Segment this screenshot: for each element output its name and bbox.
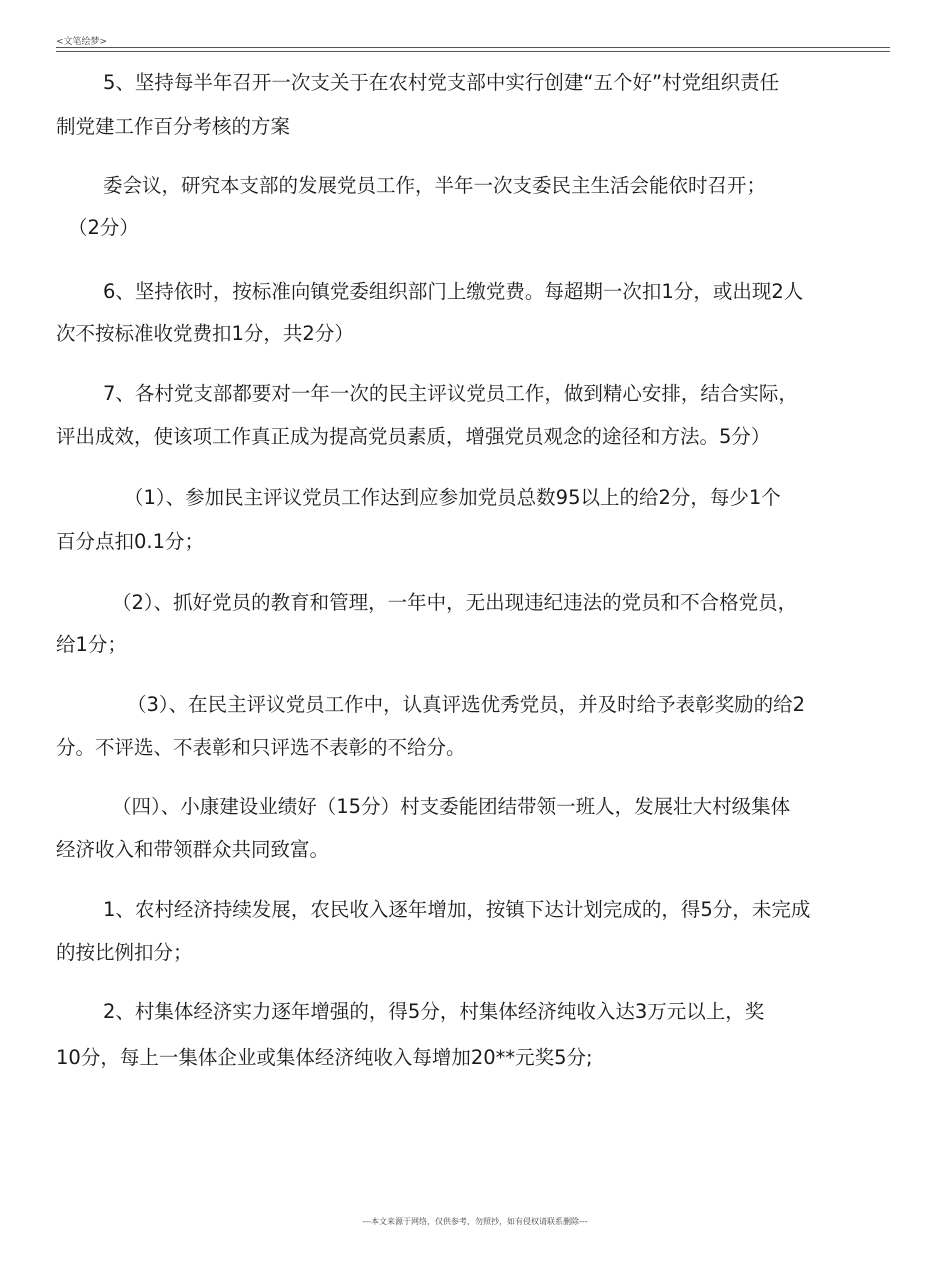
para-9-line-1: 1、农村经济持续发展，农民收入逐年增加，按镇下达计划完成的，得5分，未完成 (103, 898, 811, 921)
para-1-line-1: 5、坚持每半年召开一次支关于在农村党支部中实行创建“五个好”村党组织责任 (103, 71, 780, 94)
para-4-line-1: 7、各村党支部都要对一年一次的民主评议党员工作，做到精心安排，结合实际， (103, 382, 798, 405)
para-3-line-1: 6、坚持依时，按标准向镇党委组织部门上缴党费。每超期一次扣1分，或出现2人 (103, 280, 804, 303)
para-2-line-2: （2分） (68, 216, 139, 239)
para-1-line-2: 制党建工作百分考核的方案 (56, 115, 291, 138)
para-10-line-1: 2、村集体经济实力逐年增强的，得5分，村集体经济纯收入达3万元以上，奖 (103, 1000, 765, 1023)
para-5-line-2: 百分点扣0.1分； (56, 530, 205, 553)
header-logo-text: <文笔绘梦> (56, 37, 108, 47)
para-8-line-2: 经济收入和带领群众共同致富。 (56, 838, 330, 861)
para-6-line-1: （2）、抓好党员的教育和管理，一年中，无出现违纪违法的党员和不合格党员， (112, 591, 798, 614)
para-4-line-2: 评出成效，使该项工作真正成为提高党员素质，增强党员观念的途径和方法。5分） (56, 425, 771, 448)
para-2-line-1: 委会议，研究本支部的发展党员工作，半年一次支委民主生活会能依时召开； (103, 174, 767, 197)
para-3-line-2: 次不按标准收党费扣1分，共2分） (56, 322, 354, 345)
para-8-line-1: （四）、小康建设业绩好（15分）村支委能团结带领一班人，发展壮大村级集体 (112, 795, 791, 818)
header-rule-top (56, 47, 890, 48)
header-rule-bottom (56, 51, 890, 52)
para-6-line-2: 给1分； (56, 633, 127, 656)
para-5-line-1: （1）、参加民主评议党员工作达到应参加党员总数95以上的给2分，每少1个 (124, 486, 781, 509)
para-7-line-1: （3）、在民主评议党员工作中，认真评选优秀党员，并及时给予表彰奖励的给2 (127, 693, 806, 716)
para-9-line-2: 的按比例扣分； (56, 941, 193, 964)
page-footer: ---本文来源于网络，仅供参考，勿照抄，如有侵权请联系删除--- (362, 1217, 588, 1226)
para-7-line-2: 分。不评选、不表彰和只评选不表彰的不给分。 (56, 736, 466, 759)
para-10-line-2: 10分，每上一集体企业或集体经济纯收入每增加20**元奖5分; (56, 1046, 593, 1069)
